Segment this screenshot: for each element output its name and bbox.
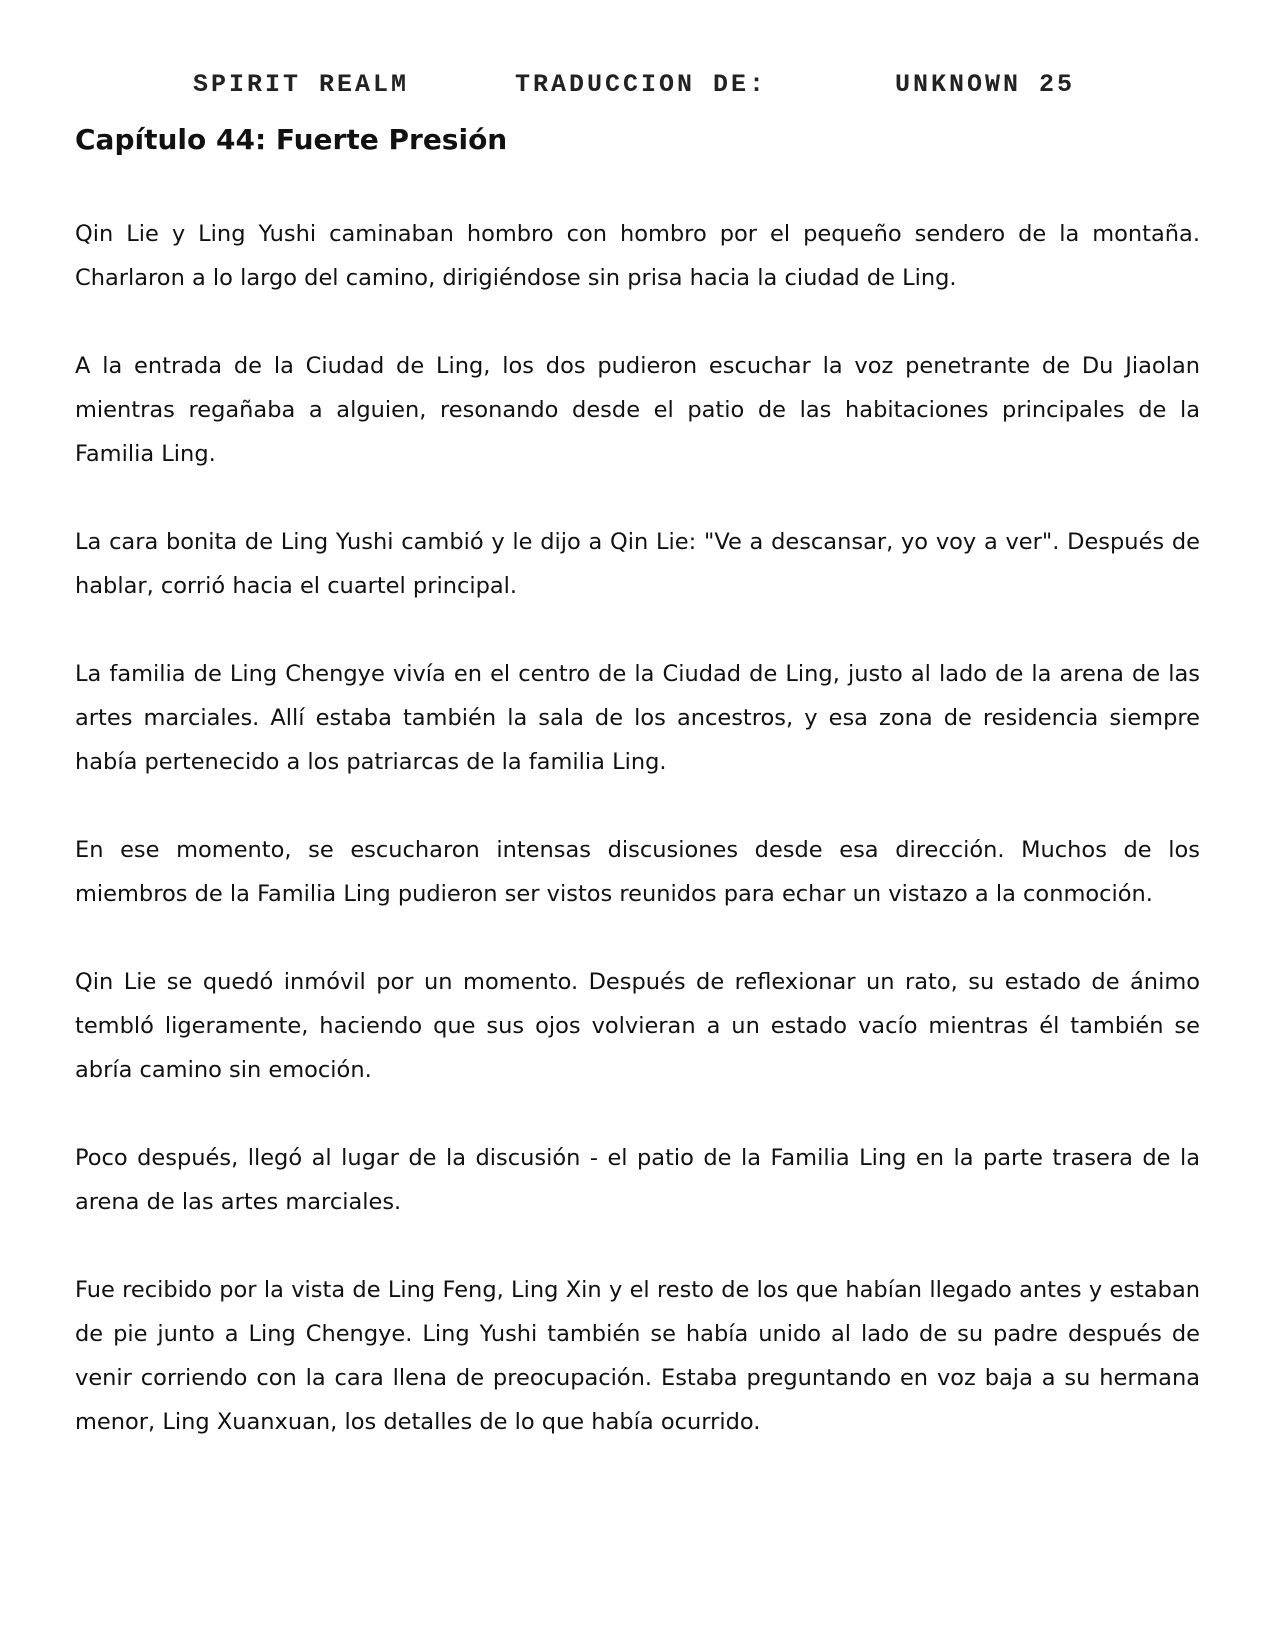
paragraph: La cara bonita de Ling Yushi cambió y le dijo a Qin Lie: "Ve a descansar, yo voy a ver". Después de hablar, corrió hacia el cuartel principal. xyxy=(75,529,1200,599)
paragraph: La familia de Ling Chengye vivía en el centro de la Ciudad de Ling, justo al lado de la arena de las artes marciales. Allí estaba también la sala de los ancestros, y esa zona de residencia siempre había pertenecido a los patriarcas de la familia Ling. xyxy=(75,661,1200,775)
chapter-title: Capítulo 44: Fuerte Presión xyxy=(75,123,508,156)
paragraph: Qin Lie y Ling Yushi caminaban hombro con hombro por el pequeño sendero de la montaña. Charlaron a lo largo del camino, dirigiéndose sin prisa hacia la ciudad de Ling. xyxy=(75,221,1200,291)
header-translation-label: TRADUCCION DE: xyxy=(515,70,768,99)
chapter-body xyxy=(75,212,1200,1488)
paragraph: En ese momento, se escucharon intensas discusiones desde esa dirección. Muchos de los miembros de la Familia Ling pudieron ser vistos reunidos para echar un vistazo a la conmoción. xyxy=(75,837,1200,907)
paragraph: A la entrada de la Ciudad de Ling, los dos pudieron escuchar la voz penetrante de Du Jiaolan mientras regañaba a alguien, resonando desde el patio de las habitaciones principales de la Familia Ling. xyxy=(75,353,1200,467)
header-series-title: SPIRIT REALM xyxy=(193,70,410,99)
page-header xyxy=(0,70,1275,110)
header-translator-name: UNKNOWN 25 xyxy=(895,70,1076,99)
paragraph: Poco después, llegó al lugar de la discusión - el patio de la Familia Ling en la parte trasera de la arena de las artes marciales. xyxy=(75,1145,1200,1215)
paragraph: Fue recibido por la vista de Ling Feng, Ling Xin y el resto de los que habían llegado antes y estaban de pie junto a Ling Chengye. Ling Yushi también se había unido al lado de su padre después de venir corriendo con la cara llena de preocupación. Estaba preguntando en voz baja a su hermana menor, Ling Xuanxuan, los detalles de lo que había ocurrido. xyxy=(75,1277,1200,1435)
paragraph: Qin Lie se quedó inmóvil por un momento. Después de reflexionar un rato, su estado de ánimo tembló ligeramente, haciendo que sus ojos volvieran a un estado vacío mientras él también se abría camino sin emoción. xyxy=(75,969,1200,1083)
